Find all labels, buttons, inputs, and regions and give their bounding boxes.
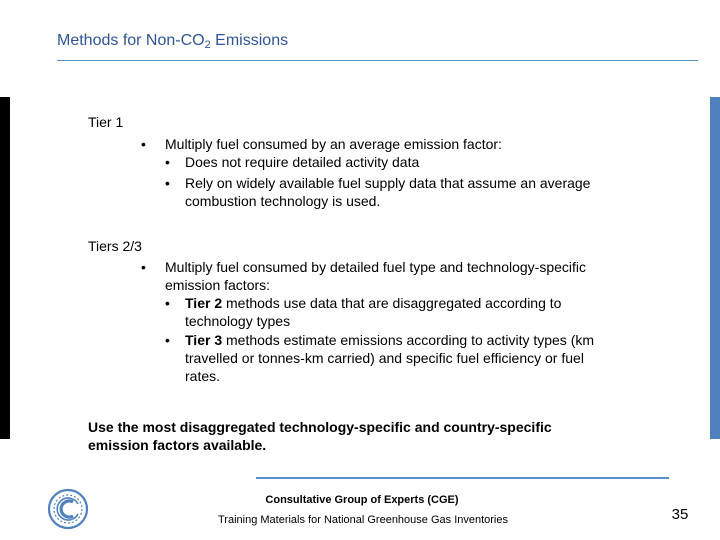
tier23-sub-bullet-icon: •	[165, 332, 170, 348]
tier1-bullet-icon: •	[141, 136, 146, 152]
conclusion-line1: Use the most disaggregated technology-specific and country-specific	[88, 419, 552, 435]
tier3-text: methods estimate emissions according to activity types (km	[222, 332, 595, 348]
tier23-main-line2: emission factors:	[165, 277, 271, 293]
tier23-sub2-line1	[185, 331, 594, 349]
right-accent-bar	[710, 97, 720, 439]
tier1-main-text: Multiply fuel consumed by an average emission factor:	[165, 136, 502, 152]
footer-subtitle: Training Materials for National Greenhouse Gas Inventories	[217, 514, 508, 526]
title-prefix: Methods for Non-CO	[57, 32, 205, 49]
conclusion-text	[88, 418, 648, 454]
tier23-main-line1: Multiply fuel consumed by detailed fuel type and technology-specific	[165, 259, 587, 275]
tier1-sub2-line2: combustion technology is used.	[185, 193, 381, 209]
tier23-sub2-line3: rates.	[185, 368, 221, 384]
footer-organization: Consultative Group of Experts (CGE)	[265, 494, 459, 506]
tier1-sub-bullet-icon: •	[165, 154, 170, 170]
tier2-label: Tier 2	[185, 295, 223, 311]
tier23-sub2-line2: travelled or tonnes-km carried) and specific fuel efficiency or fuel	[185, 350, 584, 366]
tier23-heading: Tiers 2/3	[88, 238, 142, 254]
un-climate-logo-icon	[47, 488, 89, 530]
tier1-heading: Tier 1	[88, 114, 124, 130]
tier23-sub-bullet-icon: •	[165, 295, 170, 311]
footer-divider	[256, 477, 669, 479]
page-number: 35	[671, 506, 689, 523]
tier23-bullet-icon: •	[141, 259, 146, 275]
tier1-sub-bullet-icon: •	[165, 175, 170, 191]
tier23-sub1-line2: technology types	[185, 313, 291, 329]
title-suffix: Emissions	[210, 32, 289, 49]
tier23-sub1-line1	[185, 294, 561, 312]
conclusion-line2: emission factors available.	[88, 437, 267, 453]
title-divider	[57, 60, 698, 61]
tier1-sub2-line1: Rely on widely available fuel supply data that assume an average	[185, 175, 591, 191]
title-subscript: 2	[204, 39, 211, 51]
tier1-sub1-text: Does not require detailed activity data	[185, 154, 420, 170]
tier3-label: Tier 3	[185, 332, 223, 348]
tier2-text: methods use data that are disaggregated according to	[222, 295, 562, 311]
slide-title	[57, 32, 288, 50]
left-accent-bar	[0, 97, 10, 439]
